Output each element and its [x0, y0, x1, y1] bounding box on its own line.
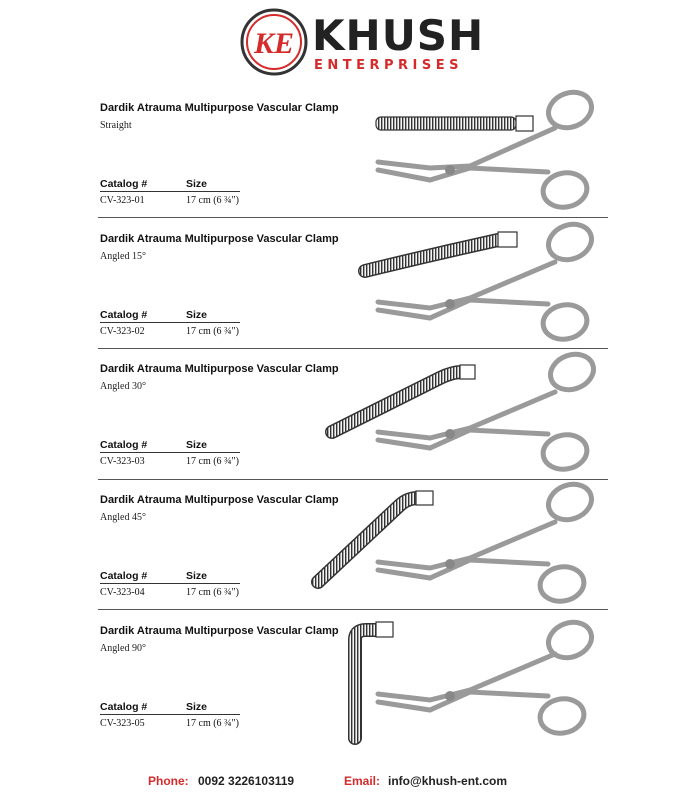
clamp-handle-icon [378, 349, 598, 473]
clamp-jaw-angled-30-icon [332, 365, 475, 432]
catalog-header: Catalog # [100, 309, 148, 321]
clamp-jaw-straight-icon [376, 116, 533, 131]
phone-number[interactable]: 0092 3226103119 [198, 774, 295, 788]
size-header: Size [186, 309, 208, 321]
product-size: 17 cm (6 ¾") [186, 718, 239, 729]
catalog-number: CV-323-05 [100, 718, 145, 729]
catalog-number: CV-323-03 [100, 456, 145, 467]
product-title: Dardik Atrauma Multipurpose Vascular Clamp [100, 233, 339, 245]
catalog-header: Catalog # [100, 701, 148, 713]
catalog-number: CV-323-01 [100, 195, 145, 206]
size-header: Size [186, 570, 208, 582]
catalog-header: Catalog # [100, 439, 148, 451]
product-size: 17 cm (6 ¾") [186, 587, 239, 598]
product-size: 17 cm (6 ¾") [186, 456, 239, 467]
product-variant: Angled 15° [100, 251, 146, 262]
catalog-header: Catalog # [100, 178, 148, 190]
size-header: Size [186, 178, 208, 190]
clamp-handle-icon [378, 617, 596, 737]
catalog-number: CV-323-04 [100, 587, 145, 598]
product-title: Dardik Atrauma Multipurpose Vascular Clamp [100, 363, 339, 375]
contact-footer [0, 774, 689, 794]
clamp-handle-icon [378, 87, 596, 211]
email-address[interactable]: info@khush-ent.com [388, 774, 508, 788]
product-title: Dardik Atrauma Multipurpose Vascular Clamp [100, 494, 339, 506]
clamp-jaw-angled-15-icon [365, 232, 517, 271]
product-title: Dardik Atrauma Multipurpose Vascular Clamp [100, 102, 339, 114]
phone-label: Phone: [148, 774, 189, 788]
product-size: 17 cm (6 ¾") [186, 195, 239, 206]
product-size: 17 cm (6 ¾") [186, 326, 239, 337]
catalog-number: CV-323-02 [100, 326, 145, 337]
logo-monogram: KE [253, 27, 295, 60]
size-header: Size [186, 701, 208, 713]
product-variant: Angled 30° [100, 381, 146, 392]
size-header: Size [186, 439, 208, 451]
email-label: Email: [344, 774, 381, 788]
product-variant: Straight [100, 120, 132, 131]
brand-name: KHUSH [312, 11, 485, 60]
brand-subtitle: ENTERPRISES [314, 58, 463, 73]
product-title: Dardik Atrauma Multipurpose Vascular Clamp [100, 625, 339, 637]
product-variant: Angled 90° [100, 643, 146, 654]
clamp-jaw-angled-90-icon [355, 622, 393, 738]
product-variant: Angled 45° [100, 512, 146, 523]
catalog-header: Catalog # [100, 570, 148, 582]
